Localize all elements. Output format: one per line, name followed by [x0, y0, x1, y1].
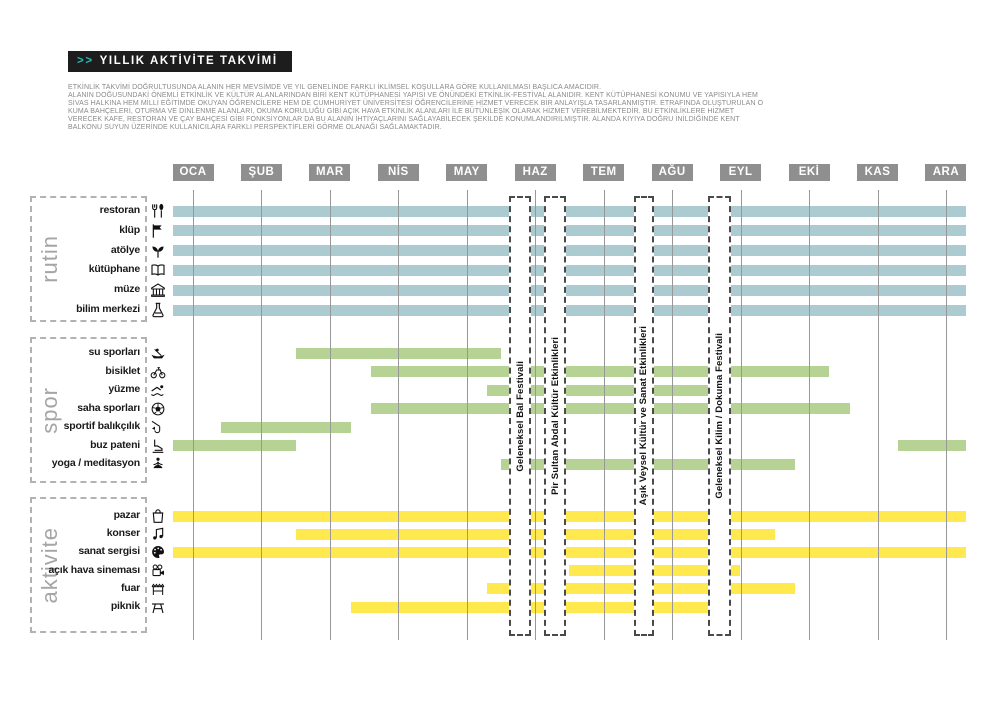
activity-bar-m-ze: [173, 285, 966, 296]
month-gridline: [535, 190, 536, 640]
month-label-a-u: AĞU: [652, 164, 693, 181]
month-label-ub: ŞUB: [241, 164, 282, 181]
month-label-oca: OCA: [173, 164, 214, 181]
month-gridline: [330, 190, 331, 640]
row-label-sportif-bal-k-l-k: sportif balıkçılık: [63, 420, 140, 432]
month-label-tem: TEM: [583, 164, 624, 181]
flag-icon: [147, 222, 169, 239]
row-label-m-ze: müze: [113, 283, 140, 296]
month-gridline: [193, 190, 194, 640]
meditation-icon: [147, 456, 169, 473]
description-line: ETKİNLİK TAKVİMİ DOĞRULTUSUNDA ALANIN HER MEVSİMDE VE YIL GENELİNDE FARKLI İKLİMSEL KOŞULLARA GÖRE KULLANILMASI BAŞLICA AMACIDIR.: [68, 84, 602, 91]
activity-bar-pazar: [173, 511, 966, 522]
title-chevrons-icon: >>: [77, 55, 94, 67]
activity-bar-bisiklet: [371, 366, 829, 377]
festival-label: Geleneksel Kilim / Dokuma Festivali: [714, 333, 726, 499]
activity-bar-at-lye: [173, 245, 966, 256]
bicycle-icon: [147, 363, 169, 380]
row-label-y-zme: yüzme: [108, 383, 140, 395]
row-label-yoga-meditasyon: yoga / meditasyon: [51, 457, 140, 469]
activity-bar-kl-p: [173, 225, 966, 236]
group-label-rutin: rutin: [37, 235, 62, 283]
activity-bar-buz-pateni: [173, 440, 296, 451]
row-label-buz-pateni: buz pateni: [90, 438, 140, 451]
month-label-haz: HAZ: [515, 164, 556, 181]
museum-icon: [147, 282, 169, 299]
utensils-icon: [147, 203, 169, 220]
festival-label: Aşık Veysel Kültür ve Sanat Etkinlikleri: [638, 326, 650, 506]
description-line: BALKONU SUYUN ÜZERİNDE KULLANICILARA FARKLI PERSPEKTİFLERİ GÖRME OLANAĞI SAĞLAMAKTADIR.: [68, 124, 442, 132]
swimmer-icon: [147, 382, 169, 399]
row-label-restoran: restoran: [99, 204, 140, 216]
soccer-ball-icon: [147, 400, 169, 417]
month-gridline: [604, 190, 605, 640]
activity-bar-buz-pateni: [898, 440, 966, 451]
festival-box-a-k-veysel-k-lt-r-ve-sanat-etkinlikleri: [634, 196, 655, 636]
row-label-su-sporlar: su sporları: [88, 346, 140, 358]
flask-icon: [147, 302, 169, 319]
month-gridline: [261, 190, 262, 640]
row-label-pazar: pazar: [113, 509, 140, 521]
ice-skate-icon: [147, 437, 169, 454]
row-label-bisiklet: bisiklet: [105, 364, 140, 377]
activity-bar-k-t-phane: [173, 265, 966, 276]
palette-icon: [147, 544, 169, 561]
activity-bar-sportif-bal-k-l-k: [221, 422, 351, 433]
row-label-bilim-merkezi: bilim merkezi: [76, 303, 140, 315]
film-camera-icon: [147, 562, 169, 579]
description-line: VERECEK KAFE, RESTORAN VE ÇAY BAHÇESİ GİBİ FONKSİYONLAR DA BU ALANIN İHTİYAÇLARINI SAĞLAYABİLECEK ŞEKİLDE KONUMLANDIRILMIŞTIR. ALANDA KIYIYA DOĞRU İNİLDİĞİNDE KENT: [68, 116, 740, 124]
picnic-table-icon: [147, 599, 169, 616]
month-gridline: [809, 190, 810, 640]
description-line: KUMA BAHÇELERİ, OTURMA VE DİNLENME ALANLARI, OKUMA KORULUĞU GİBİ AÇIK HAVA ETKİNLİK ALANLARI İLE BÜTÜNLEŞİK OLARAK HİZMET VEREBİLMEKTEDİR. BU ETKİNLİKLERE HİZMET: [68, 108, 735, 116]
group-label-aktivite: aktivite: [37, 526, 62, 604]
month-label-eyl: EYL: [720, 164, 761, 181]
festival-label: Pir Sultan Abdal Kültür Etkinlikleri: [549, 337, 561, 495]
month-gridline: [467, 190, 468, 640]
row-label-konser: konser: [106, 527, 140, 540]
month-label-eki: EKİ: [789, 164, 830, 181]
month-label-mar: MAR: [309, 164, 350, 181]
festival-box-pir-sultan-abdal-k-lt-r-etkinlikleri: [544, 196, 566, 636]
row-label-kl-p: klüp: [119, 223, 140, 236]
activity-bar-restoran: [173, 206, 966, 217]
page-title-text: YILLIK AKTİVİTE TAKVİMİ: [99, 55, 278, 67]
page-title: [68, 51, 292, 72]
row-label-at-lye: atölye: [110, 243, 140, 256]
month-label-ni-s: NİS: [378, 164, 419, 181]
row-label-a-k-hava-sinemas: açık hava sineması: [48, 563, 140, 576]
activity-bar-piknik: [351, 602, 714, 613]
music-note-icon: [147, 526, 169, 543]
activity-bar-sanat-sergisi: [173, 547, 966, 558]
month-gridline: [878, 190, 879, 640]
description-paragraph: [68, 84, 808, 133]
month-gridline: [398, 190, 399, 640]
festival-box-geleneksel-kilim-dokuma-festivali: [708, 196, 731, 636]
festival-box-geleneksel-bal-festivali: [509, 196, 531, 636]
row-label-fuar: fuar: [120, 581, 140, 594]
description-line: ALANIN DOĞUSUNDAKİ ÖNEMLİ ETKİNLİK VE KÜLTÜR ALANLARINDAN BİRİ KENT KÜTÜPHANESİ YAPISI VE ÖNÜNDEKİ ETKİNLİK-FESTİVAL ALANIDIR. KENT KÜTÜPHANESİ KONUMU VE YAPISIYLA HEM: [68, 92, 758, 100]
festival-label: Geleneksel Bal Festivali: [514, 360, 526, 472]
row-label-piknik: piknik: [110, 600, 140, 612]
row-label-saha-sporlar: saha sporları: [77, 401, 140, 414]
activity-bar-saha-sporlar: [371, 403, 850, 414]
month-label-kas: KAS: [857, 164, 898, 181]
month-gridline: [946, 190, 947, 640]
group-label-spor: spor: [37, 386, 62, 434]
description-line: SİVAS HALKINA HEM MİLLİ EĞİTİMDE OKUYAN ÖĞRENCİLERE HEM DE CUMHURİYET ÜNİVERSİTESİ ÖĞRENCİLERİNE HİZMET VERECEK BİR ANLAYIŞLA TASARLANMIŞTIR. ETRAFINDA OLUŞTURULAN O: [68, 100, 764, 108]
sprout-icon: [147, 242, 169, 259]
month-label-ara: ARA: [925, 164, 966, 181]
book-icon: [147, 262, 169, 279]
market-stall-icon: [147, 580, 169, 597]
canoe-icon: [147, 345, 169, 362]
month-label-may: MAY: [446, 164, 487, 181]
activity-bar-bilim-merkezi: [173, 305, 966, 316]
shopping-bag-icon: [147, 508, 169, 525]
month-gridline: [672, 190, 673, 640]
month-gridline: [741, 190, 742, 640]
row-label-sanat-sergisi: sanat sergisi: [78, 545, 140, 558]
fishing-icon: [147, 419, 169, 436]
row-label-k-t-phane: kütüphane: [88, 263, 140, 276]
